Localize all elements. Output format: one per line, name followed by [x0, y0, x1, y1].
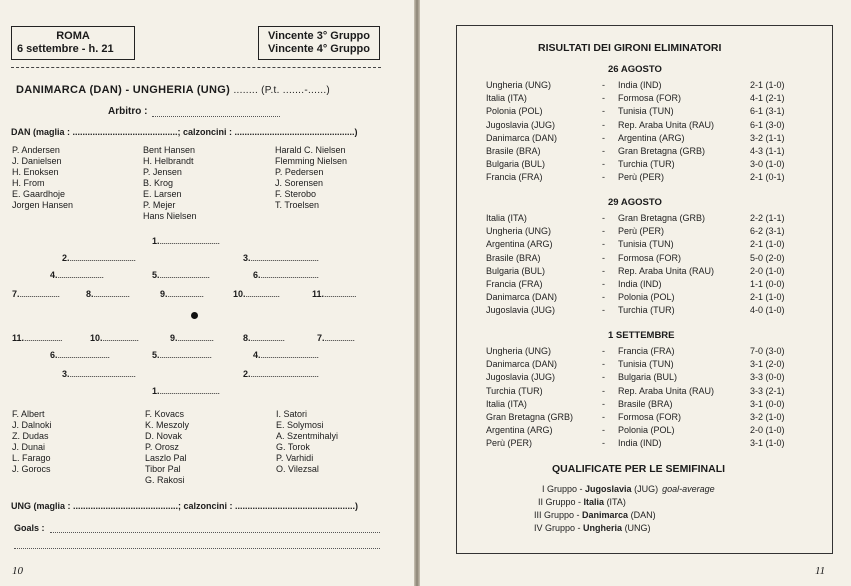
header-separator [11, 67, 381, 68]
away-team: Rep. Araba Unita (RAU) [618, 119, 715, 130]
dan-pos-6: 6.............................. [253, 270, 319, 280]
venue-box [11, 26, 135, 60]
player: G. Rakosi [145, 475, 185, 485]
score: 3-3 (2-1) [750, 385, 785, 396]
ung-pos-3: 3.................................. [62, 369, 136, 379]
home-team: Ungheria (UNG) [486, 346, 552, 356]
referee-line [152, 116, 280, 117]
score: 4-0 (1-0) [750, 305, 785, 316]
player: H. Helbrandt [143, 156, 194, 166]
semifinal-team: Ungheria [583, 523, 623, 533]
player: Z. Dudas [12, 431, 49, 441]
semifinal-group: IV Gruppo [534, 523, 576, 533]
separator: - [602, 265, 605, 276]
player: O. Vilezsal [276, 464, 319, 474]
home-team: Jugoslavia (JUG) [486, 119, 556, 130]
dan-kit-line: DAN (maglia : ..........................................; calzoncini : ................................................) [11, 127, 358, 137]
player: D. Novak [145, 431, 183, 441]
player: E. Solymosi [276, 420, 324, 430]
separator: - [602, 146, 605, 156]
ung-roster-col-3 [276, 409, 338, 475]
dan-roster-col-1 [12, 145, 73, 211]
player: J. Dunai [12, 442, 46, 452]
home-team: Brasile (BRA) [486, 146, 541, 156]
home-team: Danimarca (DAN) [486, 132, 558, 143]
player: F. Albert [12, 409, 45, 419]
home-team: Brasile (BRA) [486, 252, 541, 263]
player: A. Szentmihalyi [276, 431, 339, 441]
away-team: Formosa (FOR) [618, 412, 681, 422]
player: J. Danielsen [12, 156, 62, 166]
score: 2-1 (0-1) [750, 172, 785, 183]
semifinal-code: (JUG) [634, 484, 659, 494]
separator: - [602, 226, 605, 237]
player: Hans Nielsen [143, 211, 197, 221]
semifinal-group: I Gruppo [542, 484, 578, 494]
away-team: Rep. Araba Unita (RAU) [618, 265, 715, 276]
semifinal-row [534, 510, 660, 520]
score: 3-1 (1-0) [750, 438, 785, 449]
ung-pos-7: 7................ [317, 333, 355, 343]
dan-pos-5: 5.......................... [152, 270, 210, 280]
separator: - [602, 172, 605, 183]
home-team: Danimarca (DAN) [486, 359, 558, 370]
separator: - [602, 346, 605, 356]
ball-marker [191, 312, 198, 319]
player: F. Sterobo [275, 189, 317, 199]
score: 6-2 (3-1) [750, 226, 785, 237]
ung-pos-4: 4.............................. [253, 350, 319, 360]
semifinal-code: (ITA) [606, 497, 626, 507]
venue-date: 6 settembre - h. 21 [17, 43, 114, 55]
separator: - [602, 159, 605, 170]
separator: - [574, 510, 583, 520]
semifinal-group: III Gruppo [534, 510, 575, 520]
dan-pos-7: 7..................... [12, 289, 60, 299]
separator: - [602, 279, 605, 289]
dan-pos-11: 11................. [312, 289, 357, 299]
score: 5-0 (2-0) [750, 252, 785, 263]
separator: - [602, 119, 605, 130]
away-team: Polonia (POL) [618, 292, 675, 303]
dan-roster-col-2 [143, 145, 197, 222]
semifinal-team: Italia [583, 497, 605, 507]
player: P. Varhidi [276, 453, 314, 463]
home-team: Bulgaria (BUL) [486, 159, 546, 170]
match-teams: DANIMARCA (DAN) - UNGHERIA (UNG) [16, 84, 231, 96]
score: 2-0 (1-0) [750, 425, 785, 436]
player: F. Kovacs [145, 409, 185, 419]
score: 3-3 (0-0) [750, 372, 785, 383]
player: Jorgen Hansen [12, 200, 74, 210]
home-team: Ungheria (UNG) [486, 226, 552, 237]
ung-pos-6: 6........................... [50, 350, 110, 360]
away-team: Francia (FRA) [618, 346, 675, 356]
away-team: India (IND) [618, 80, 662, 90]
home-team: Gran Bretagna (GRB) [486, 412, 574, 422]
player: H. Enoksen [12, 167, 59, 177]
player: Laszlo Pal [145, 453, 187, 463]
separator: - [575, 497, 584, 507]
away-team: Polonia (POL) [618, 425, 675, 436]
page-number-left: 10 [12, 565, 23, 577]
ung-pos-2: 2................................... [243, 369, 319, 379]
match-title [16, 84, 330, 96]
away-team: Gran Bretagna (GRB) [618, 213, 706, 223]
winner-line-1: Vincente 3° Gruppo [268, 30, 370, 42]
player: P. Andersen [12, 145, 60, 155]
dan-pos-2: 2.................................. [62, 253, 136, 263]
home-team: Turchia (TUR) [486, 385, 543, 396]
dan-pos-10: 10.................. [233, 289, 280, 299]
results-title: RISULTATI DEI GIRONI ELIMINATORI [538, 42, 722, 54]
separator: - [602, 132, 605, 143]
referee-label: Arbitro : [108, 106, 148, 117]
ung-roster-col-2 [145, 409, 189, 486]
away-team: Perù (PER) [618, 172, 665, 183]
ung-pos-11: 11.................... [12, 333, 63, 343]
ung-kit-line: UNG (maglia : ..........................................; calzoncini : ................................................) [11, 501, 359, 511]
separator: - [577, 484, 586, 494]
separator: - [575, 523, 584, 533]
away-team: Formosa (FOR) [618, 252, 681, 263]
semifinal-code: (UNG) [624, 523, 651, 533]
score: 3-2 (1-1) [750, 132, 785, 143]
player: E. Gaardhoje [12, 189, 66, 199]
home-team: Italia (ITA) [486, 213, 527, 223]
player: K. Meszoly [145, 420, 190, 430]
player: P. Jensen [143, 167, 182, 177]
away-team: Argentina (ARG) [618, 132, 685, 143]
separator: - [602, 93, 605, 104]
player: P. Pedersen [275, 167, 324, 177]
separator: - [602, 425, 605, 436]
home-team: Perù (PER) [486, 438, 533, 449]
score: 4-1 (2-1) [750, 93, 785, 104]
venue-city: ROMA [56, 30, 90, 42]
separator: - [602, 292, 605, 303]
ung-pos-1: 1............................... [152, 386, 220, 396]
separator: - [602, 305, 605, 316]
score: 6-1 (3-0) [750, 119, 785, 130]
semifinal-team: Danimarca [582, 510, 629, 520]
score: 2-1 (1-0) [750, 80, 785, 90]
semifinal-code: (DAN) [630, 510, 656, 520]
away-team: Turchia (TUR) [618, 305, 675, 316]
ung-pos-10: 10................... [90, 333, 139, 343]
away-team: Perù (PER) [618, 226, 665, 237]
separator: - [602, 412, 605, 422]
separator: - [602, 106, 605, 117]
ung-pos-9: 9................... [170, 333, 214, 343]
home-team: Italia (ITA) [486, 398, 527, 409]
left-page [0, 0, 414, 586]
score: 3-0 (1-0) [750, 159, 785, 170]
dan-pos-9: 9................... [160, 289, 204, 299]
day-1-date: 26 AGOSTO [608, 64, 662, 75]
semifinal-group: II Gruppo [538, 497, 576, 507]
score: 2-0 (1-0) [750, 265, 785, 276]
home-team: Danimarca (DAN) [486, 292, 558, 303]
player: G. Torok [276, 442, 310, 452]
score: 3-2 (1-0) [750, 412, 785, 422]
day-3-date: 1 SETTEMBRE [608, 330, 675, 341]
separator: - [602, 398, 605, 409]
separator: - [602, 385, 605, 396]
score: 6-1 (3-1) [750, 106, 785, 117]
player: H. From [12, 178, 45, 188]
dan-roster-col-3 [275, 145, 347, 211]
semifinal-title: QUALIFICATE PER LE SEMIFINALI [552, 463, 726, 475]
goals-label: Goals : [14, 523, 45, 533]
home-team: Argentina (ARG) [486, 239, 553, 250]
player: P. Orosz [145, 442, 179, 452]
semifinal-row [534, 523, 655, 533]
dan-pos-3: 3................................... [243, 253, 319, 263]
goals-line-2 [14, 548, 380, 549]
away-team: Rep. Araba Unita (RAU) [618, 385, 715, 396]
home-team: Italia (ITA) [486, 93, 527, 104]
away-team: Formosa (FOR) [618, 93, 681, 104]
home-team: Ungheria (UNG) [486, 80, 552, 90]
separator: - [602, 372, 605, 383]
separator: - [602, 359, 605, 370]
winner-line-2: Vincente 4° Gruppo [268, 43, 370, 55]
player: P. Mejer [143, 200, 176, 210]
home-team: Polonia (POL) [486, 106, 543, 117]
score: 4-3 (1-1) [750, 146, 785, 156]
semifinal-row [538, 497, 630, 507]
player: E. Larsen [143, 189, 182, 199]
player: B. Krog [143, 178, 174, 188]
dan-pos-4: 4........................ [50, 270, 104, 280]
player: I. Satori [276, 409, 308, 419]
separator: - [602, 239, 605, 250]
home-team: Jugoslavia (JUG) [486, 305, 556, 316]
separator: - [602, 252, 605, 263]
score: 3-1 (0-0) [750, 398, 785, 409]
away-team: Brasile (BRA) [618, 398, 673, 409]
away-team: Tunisia (TUN) [618, 359, 674, 370]
player: Flemming Nielsen [275, 156, 348, 166]
semifinal-note: goal-average [662, 484, 715, 494]
score: 2-1 (1-0) [750, 239, 785, 250]
home-team: Jugoslavia (JUG) [486, 372, 556, 383]
player: T. Troelsen [275, 200, 320, 210]
dan-pos-1: 1............................... [152, 236, 220, 246]
ung-pos-8: 8.................. [243, 333, 285, 343]
ung-pos-5: 5........................... [152, 350, 212, 360]
away-team: Tunisia (TUN) [618, 239, 674, 250]
away-team: India (IND) [618, 438, 662, 449]
away-team: Bulgaria (BUL) [618, 372, 678, 383]
dan-pos-8: 8................... [86, 289, 130, 299]
player: J. Sorensen [275, 178, 324, 188]
home-team: Argentina (ARG) [486, 425, 553, 436]
semifinal-row [542, 484, 715, 494]
player: Tibor Pal [145, 464, 181, 474]
player: Harald C. Nielsen [275, 145, 346, 155]
separator: - [602, 80, 605, 90]
score: 2-1 (1-0) [750, 292, 785, 303]
goals-line-1 [50, 532, 380, 533]
semifinal-team: Jugoslavia [585, 484, 632, 494]
away-team: India (IND) [618, 279, 662, 289]
score: 3-1 (2-0) [750, 359, 785, 370]
score: 7-0 (3-0) [750, 346, 785, 356]
away-team: Turchia (TUR) [618, 159, 675, 170]
winner-box [258, 26, 380, 60]
match-halftime: ........ (P.t. .......-......) [233, 85, 331, 96]
separator: - [602, 438, 605, 449]
score: 2-2 (1-1) [750, 213, 785, 223]
separator: - [602, 213, 605, 223]
player: Bent Hansen [143, 145, 196, 155]
away-team: Tunisia (TUN) [618, 106, 674, 117]
score: 1-1 (0-0) [750, 279, 785, 289]
ung-roster-col-1 [12, 409, 52, 475]
page-number-right: 11 [815, 565, 826, 577]
away-team: Gran Bretagna (GRB) [618, 146, 706, 156]
player: L. Farago [12, 453, 51, 463]
player: J. Dalnoki [12, 420, 52, 430]
player: J. Gorocs [12, 464, 51, 474]
home-team: Bulgaria (BUL) [486, 265, 546, 276]
day-2-date: 29 AGOSTO [608, 197, 662, 208]
home-team: Francia (FRA) [486, 279, 543, 289]
home-team: Francia (FRA) [486, 172, 543, 183]
